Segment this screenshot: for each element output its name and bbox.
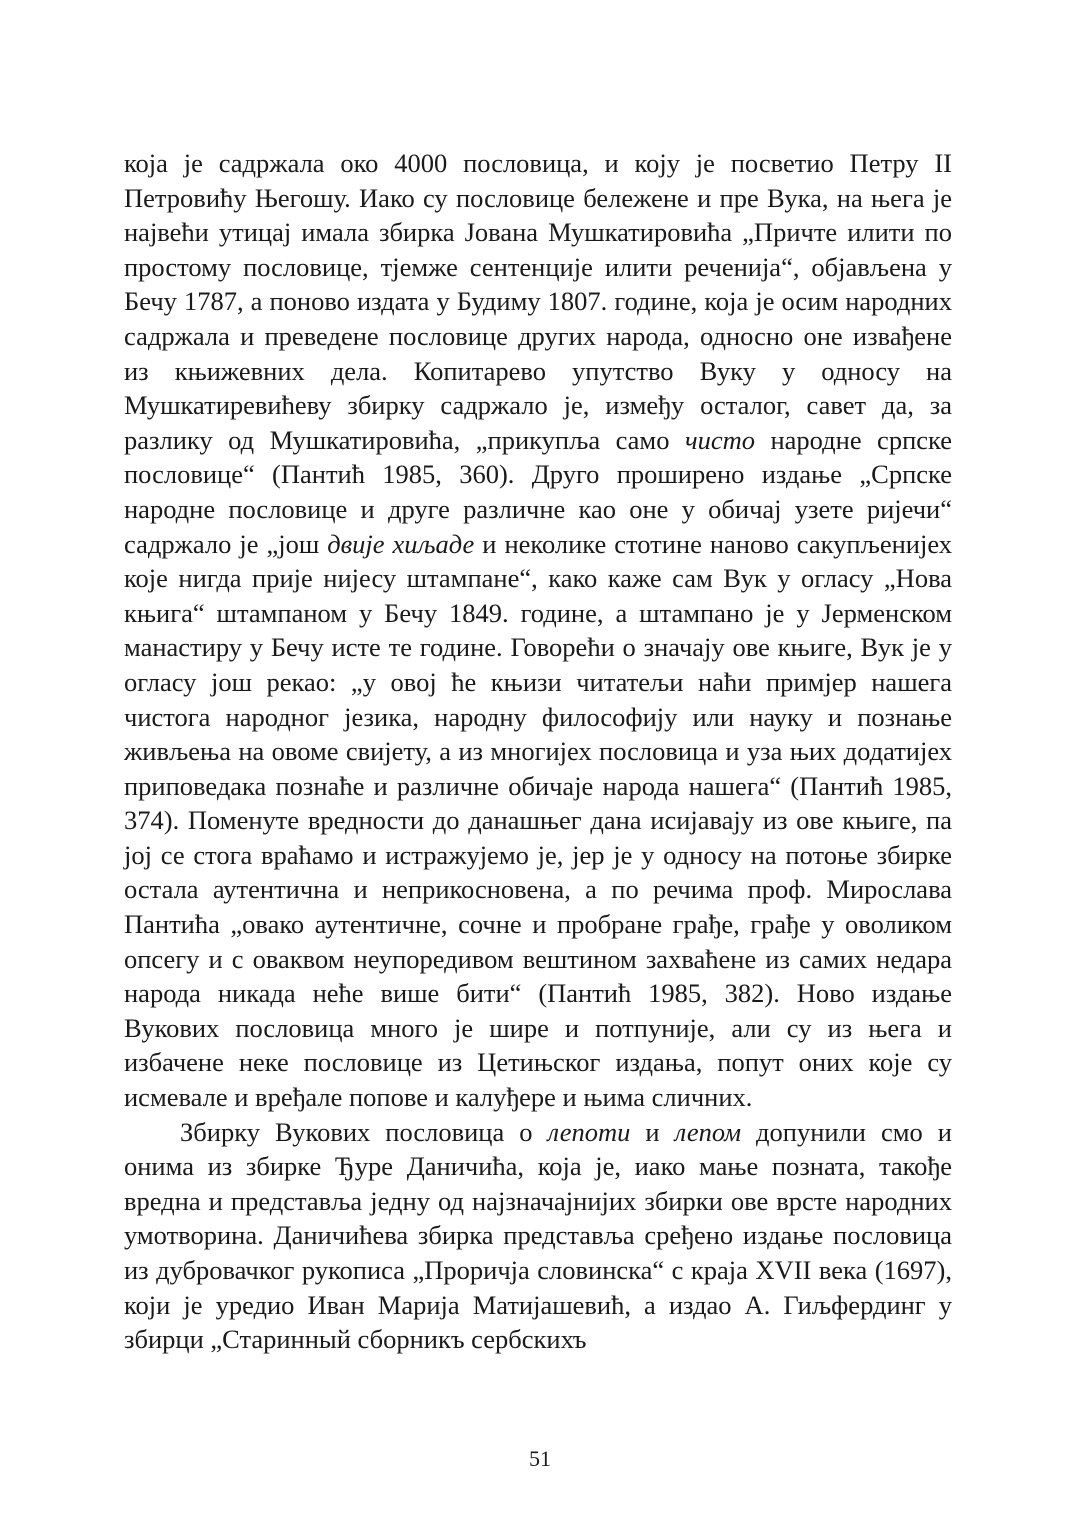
paragraph-1-italic-a: чисто (684, 424, 755, 455)
paragraph-1 (124, 146, 952, 1115)
paragraph-2-text-b: и (630, 1116, 675, 1147)
paragraph-1-italic-b: двије хиљаде (327, 528, 475, 559)
paragraph-1-text-c: и неколике стотине наново сакупљенијех које нигда прије нијесу штампане“, како каже сам Вук у огласу „Нова књига“ штампаном у Бечу 1849. године, а штампано је у Јерменском манастиру у Бечу исте те године. Говорећи о значају ове књиге, Вук је у огласу још рекао: „у овој ће књизи читатељи наћи примјер нашега чистога народног језика, народну философију или науку и познање живљења на овоме свијету, а из многијех пословица и уза њих додатијех приповедака познаће и различне обичаје народа нашега“ (Пантић 1985, 374). Поменуте вредности до данашњег дана исијавају из ове књиге, па јој се стога враћамо и истражујемо је, јер је у односу на потоње збирке остала аутентична и неприкосновена, а по речима проф. Мирослава Пантића „овако аутентичне, сочне и пробране грађе, грађе у оволиком опсегу и с оваквом неупоредивом вештином захваћене из самих недара народа никада неће више бити“ (Пантић 1985, 382). Ново издање Вукових пословица много је шире и потпуније, али су из њега и избачене неке пословице из Цетињског издања, попут оних које су исмевале и вређале попове и калуђере и њима сличних. (124, 528, 952, 1113)
paragraph-1-text-a: која је садржала око 4000 пословица, и коју је посветио Петру II Петровићу Његошу. Иако су пословице бележене и пре Вука, на њега је највећи утицај имала збирка Јована Мушкатировића „Причте илити по простому пословице, тјемже сентенције илити реченија“, објављена у Бечу 1787, а поново издата у Будиму 1807. године, која је осим народних садржала и преведене пословице других народа, односно оне извађене из књижевних дела. Копитарево упутство Вуку у односу на Мушкатиревићеву збирку садржало је, између осталог, савет да, за разлику од Мушкатировића, „прикупља само (124, 148, 952, 455)
paragraph-2-italic-b: лепом (674, 1116, 742, 1147)
paragraph-2-italic-a: лепоти (547, 1116, 631, 1147)
page-body (124, 146, 952, 1357)
paragraph-2-text-c: допунили смо и онима из збирке Ђуре Даничића, која је, иако мање позната, такође вредна и представља једну од најзначајнијих збирки ове врсте народних умотворина. Даничићева збирка представља сређено издање пословица из дубровачког рукописа „Проричја словинска“ с краја XVII века (1697), који је уредио Иван Марија Матијашевић, а издао А. Гиљфердинг у збирци „Старинный сборникъ сербскихъ (124, 1116, 952, 1355)
paragraph-1-text-b: народне српске пословице“ (Пантић 1985, 360). Друго проширено издање „Српске народне пословице и друге различне као оне у обичај узете ријечи“ садржало је „још (124, 424, 952, 559)
paragraph-2-text-a: Збирку Вукових пословица о (180, 1116, 548, 1147)
paragraph-2 (124, 1115, 952, 1357)
page-number: 51 (529, 1446, 551, 1471)
